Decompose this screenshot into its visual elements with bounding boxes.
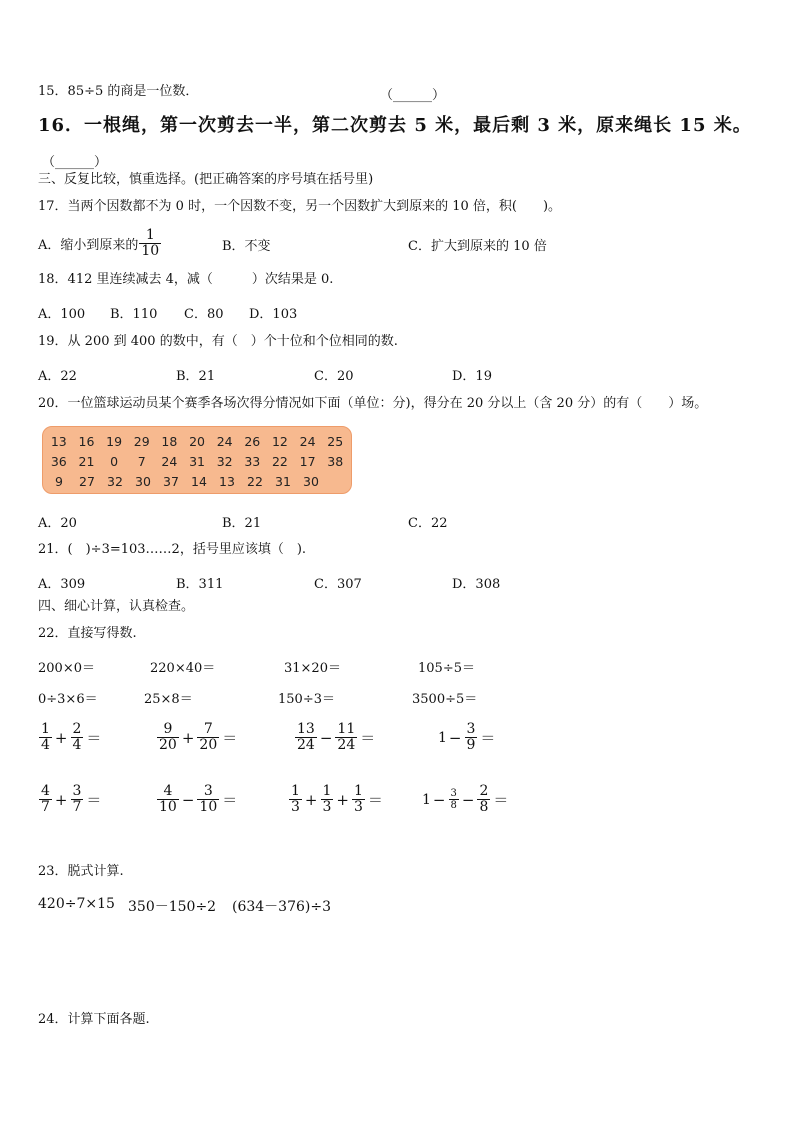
fraction: $\frac{3}{9}$ (466, 721, 476, 753)
fraction: $\frac{13}{24}$ (297, 721, 315, 753)
fraction (139, 228, 161, 259)
score-row (45, 471, 349, 491)
score-cell: 30 (303, 473, 319, 489)
score-cell: 33 (244, 453, 261, 469)
question-16 (38, 115, 752, 136)
fraction: $\frac{3}{10}$ (199, 783, 218, 815)
fraction: $\frac{2}{4}$ (72, 721, 82, 753)
fraction-expr: $\frac{1}{4}$ + $\frac{2}{4}$ ＝ (41, 721, 102, 753)
section-3-heading: 三、反复比较，慎重选择。(把正确答案的序号填在括号里) (38, 172, 374, 187)
score-cell: 25 (327, 433, 344, 449)
score-cell: 31 (275, 473, 291, 489)
calc-item: 31×20＝ (284, 661, 341, 676)
fraction-expr: 1 − $\frac{3}{9}$ ＝ (438, 721, 496, 753)
q19-option-a[interactable]: A．22 (38, 369, 77, 384)
q19-option-d[interactable]: D．19 (452, 369, 492, 384)
score-cell: 31 (189, 453, 205, 469)
answer-blank-16[interactable]: （______） (42, 155, 108, 170)
score-cell: 29 (133, 433, 150, 449)
score-cell: 26 (244, 433, 261, 449)
score-cell: 22 (271, 453, 288, 469)
score-cell: 30 (135, 473, 151, 489)
score-cell: 38 (327, 453, 344, 469)
question-20: 20．一位篮球运动员某个赛季各场次得分情况如下面（单位：分)，得分在 20 分以上（含 20 分）的有（ ）场。 (38, 396, 708, 411)
score-cell: 20 (189, 433, 205, 449)
q21-option-b[interactable]: B．311 (176, 577, 224, 592)
question-15: 15．85÷5 的商是一位数． (38, 84, 199, 99)
q17-option-a[interactable] (38, 228, 162, 259)
q20-option-c[interactable]: C．22 (408, 516, 448, 531)
q21-option-a[interactable]: A．309 (38, 577, 86, 592)
q21-option-d[interactable]: D．308 (452, 577, 501, 592)
score-cell: 21 (78, 453, 95, 469)
score-cell: 37 (163, 473, 179, 489)
fraction-expr: $\frac{9}{20}$ + $\frac{7}{20}$ ＝ (159, 721, 238, 753)
fraction: $\frac{1}{3}$ (322, 783, 332, 815)
question-18: 18．412 里连续减去 4，减（ ）次结果是 0. (38, 272, 334, 287)
score-cell: 17 (299, 453, 316, 469)
score-cell: 19 (106, 433, 123, 449)
score-cell: 24 (299, 433, 316, 449)
numerator: 1 (145, 227, 155, 243)
score-cell: 13 (50, 433, 67, 449)
score-cell: 22 (247, 473, 263, 489)
question-24: 24．计算下面各题. (38, 1012, 150, 1027)
score-cell: 9 (55, 473, 63, 489)
calc-item: 0÷3×6＝ (38, 692, 98, 707)
q18-option-d[interactable]: D．103 (249, 307, 298, 322)
fraction: $\frac{1}{3}$ (291, 783, 300, 815)
fraction: $\frac{4}{10}$ (159, 783, 177, 815)
calc-item: 105÷5＝ (418, 661, 475, 676)
q17-option-b[interactable]: B．不变 (222, 239, 271, 254)
calc-item: 220×40＝ (150, 661, 216, 676)
score-cell: 13 (219, 473, 235, 489)
score-cell: 24 (161, 453, 178, 469)
calc-item: 150÷3＝ (278, 692, 335, 707)
question-19: 19．从 200 到 400 的数中，有（ ）个十位和个位相同的数. (38, 334, 398, 349)
fraction-expr: 1 − $\frac{3}{8}$ − $\frac{2}{8}$ ＝ (422, 783, 509, 815)
score-cell: 12 (271, 433, 288, 449)
fraction-expr: $\frac{4}{7}$ + $\frac{3}{7}$ ＝ (41, 783, 102, 815)
fraction-expr: $\frac{13}{24}$ − $\frac{11}{24}$ ＝ (297, 721, 376, 753)
calc-expr: 350－150÷2 (128, 899, 217, 915)
fraction-expr: $\frac{1}{3}$ + $\frac{1}{3}$ + $\frac{1}{3}$ ＝ (291, 783, 383, 815)
q17-option-c[interactable]: C．扩大到原来的 10 倍 (408, 239, 547, 254)
fraction: $\frac{7}{20}$ (199, 721, 218, 753)
q18-option-b[interactable]: B．110 (110, 307, 158, 322)
score-cell: 0 (110, 453, 119, 469)
q18-option-a[interactable]: A．100 (38, 307, 86, 322)
fraction: $\frac{11}{24}$ (337, 721, 356, 753)
score-cell: 18 (161, 433, 178, 449)
score-row (45, 451, 349, 471)
score-row (45, 431, 349, 451)
question-21: 21．( )÷3=103……2，括号里应该填（ ). (38, 542, 307, 557)
calc-expr: (634－376)÷3 (232, 899, 332, 915)
score-cell: 7 (137, 453, 146, 469)
fraction: $\frac{1}{4}$ (41, 721, 50, 753)
fraction: $\frac{4}{7}$ (41, 783, 50, 815)
question-22: 22．直接写得数. (38, 626, 137, 641)
question-23: 23．脱式计算. (38, 864, 124, 879)
question-16-text: 16．一根绳，第一次剪去一半，第二次剪去 5 米，最后剩 3 米，原来绳长 15 米。 (38, 115, 752, 136)
q21-option-c[interactable]: C．307 (314, 577, 362, 592)
section-4-heading: 四、细心计算，认真检查。 (38, 599, 195, 614)
fraction: $\frac{2}{8}$ (479, 783, 489, 815)
q17-option-a-label: A．缩小到原来的 (38, 238, 139, 253)
fraction-expr: $\frac{4}{10}$ − $\frac{3}{10}$ ＝ (159, 783, 238, 815)
calc-item: 3500÷5＝ (412, 692, 478, 707)
score-cell: 32 (216, 453, 233, 469)
score-cell: 16 (78, 433, 95, 449)
calc-expr: 420÷7×15 (38, 896, 115, 912)
q19-option-c[interactable]: C．20 (314, 369, 354, 384)
score-table (42, 426, 352, 494)
fraction: $\frac{1}{3}$ (354, 783, 363, 815)
question-17: 17．当两个因数都不为 0 时，一个因数不变，另一个因数扩大到原来的 10 倍，积( )。 (38, 199, 562, 214)
q20-option-b[interactable]: B．21 (222, 516, 262, 531)
calc-item: 200×0＝ (38, 661, 95, 676)
calc-item: 25×8＝ (144, 692, 193, 707)
answer-blank-15[interactable]: （______） (380, 88, 446, 103)
score-cell: 24 (216, 433, 233, 449)
denominator: 10 (141, 243, 160, 259)
q20-option-a[interactable]: A．20 (38, 516, 77, 531)
score-cell: 14 (191, 473, 207, 489)
score-cell: 36 (50, 453, 67, 469)
fraction: $\frac{3}{8}$ (450, 788, 457, 811)
q19-option-b[interactable]: B．21 (176, 369, 216, 384)
fraction: $\frac{3}{7}$ (72, 783, 82, 815)
fraction: $\frac{9}{20}$ (159, 721, 177, 753)
q18-option-c[interactable]: C．80 (184, 307, 224, 322)
score-cell: 27 (79, 473, 95, 489)
score-cell: 32 (107, 473, 123, 489)
